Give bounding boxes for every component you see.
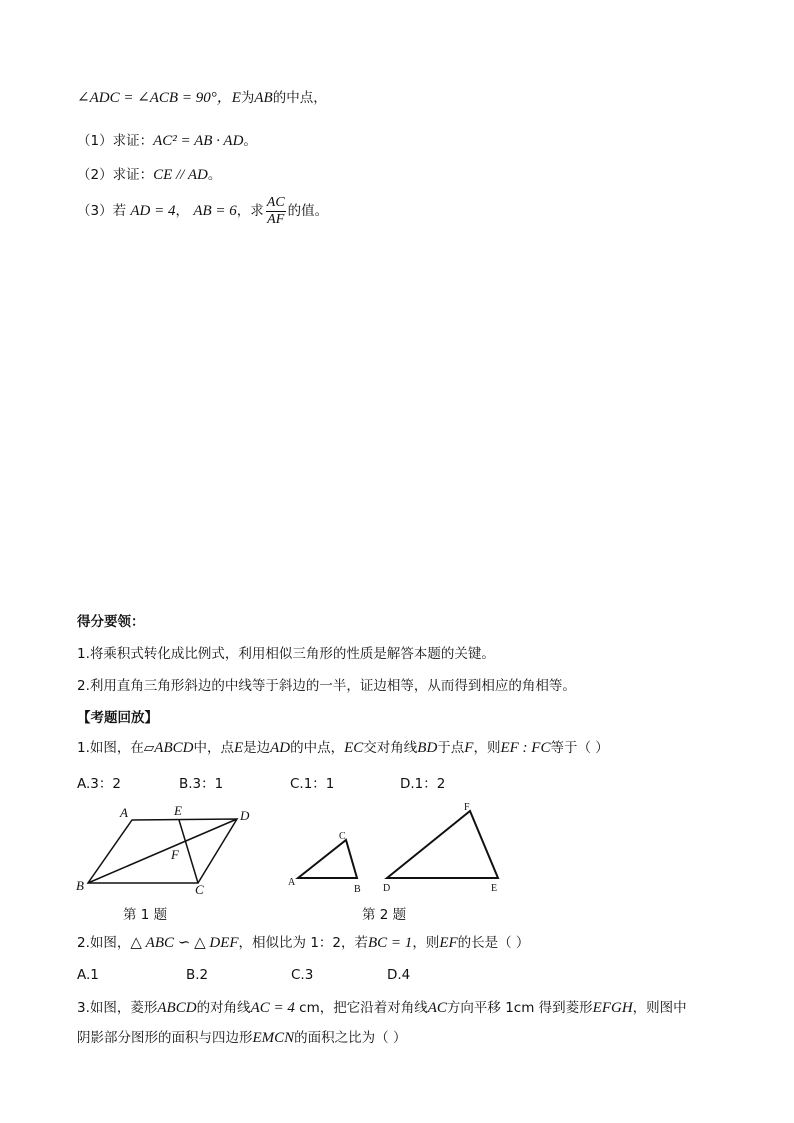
review-question-2: 2.如图，△ ABC ∽ △ DEF，相似比为 1：2，若BC = 1，则EF的长是（ ） (77, 935, 530, 951)
label-c: C (339, 831, 346, 842)
figure-2-caption: 第 2 题 (362, 907, 407, 923)
label-f: F (464, 802, 470, 813)
figure-1-caption: 第 1 题 (123, 907, 168, 923)
q2-option-b: B.2 (186, 967, 209, 983)
q2-option-d: D.4 (387, 967, 411, 983)
q1-option-a: A.3：2 (77, 776, 121, 792)
q1-option-d: D.1：2 (400, 776, 446, 792)
q1-option-b: B.3：1 (179, 776, 224, 792)
label-e: E (491, 883, 498, 894)
question-1: （1）求证：AC² = AB · AD。 (77, 133, 257, 149)
q1-equation: AC² = AB · AD (153, 133, 244, 149)
label-a: A (120, 805, 128, 820)
condition-line: ∠ADC = ∠ACB = 90°，E为AB的中点， (77, 90, 327, 106)
q2-equation: CE // AD (153, 167, 208, 183)
question-3: （3）若 AD = 4， AB = 6，求 $\frac{AC}{AF}$ 的值。 (77, 194, 329, 227)
label-d: D (240, 808, 250, 823)
label-c: C (195, 882, 204, 897)
scoring-title: 得分要领： (77, 614, 145, 630)
fraction-ac-af: $\frac{AC}{AF}$ (266, 194, 285, 227)
segment-ec (179, 820, 198, 883)
review-question-1: 1.如图，在▱ABCD中，点E是边AD的中点，EC交对角线BD于点F，则EF : FC等于（ ） (77, 740, 609, 756)
figure-1-parallelogram (70, 798, 270, 898)
label-a: A (288, 877, 296, 888)
scoring-point-1: 1.将乘积式转化成比例式，利用相似三角形的性质是解答本题的关键。 (77, 646, 495, 662)
review-title: 【考题回放】 (77, 710, 158, 726)
q1-option-c: C.1：1 (290, 776, 335, 792)
scoring-point-2: 2.利用直角三角形斜边的中线等于斜边的一半，证边相等，从而得到相应的角相等。 (77, 678, 576, 694)
label-f: F (171, 847, 179, 862)
figure-2-triangles (280, 798, 510, 898)
triangle-def (387, 811, 498, 878)
label-b: B (76, 878, 84, 893)
triangle-abc (298, 840, 357, 878)
label-b: B (354, 884, 361, 895)
label-e: E (174, 803, 182, 818)
review-question-3-line-2: 阴影部分图形的面积与四边形EMCN的面积之比为（ ） (77, 1030, 407, 1046)
q2-option-c: C.3 (291, 967, 314, 983)
q2-option-a: A.1 (77, 967, 99, 983)
review-question-3-line-1: 3.如图，菱形ABCD的对角线AC = 4 cm，把它沿着对角线AC方向平移 1cm 得到菱形EFGH，则图中 (77, 1000, 687, 1016)
label-d: D (383, 883, 391, 894)
question-2: （2）求证：CE // AD。 (77, 167, 222, 183)
angle-equation: ∠ADC = ∠ACB = 90°， (77, 90, 232, 106)
